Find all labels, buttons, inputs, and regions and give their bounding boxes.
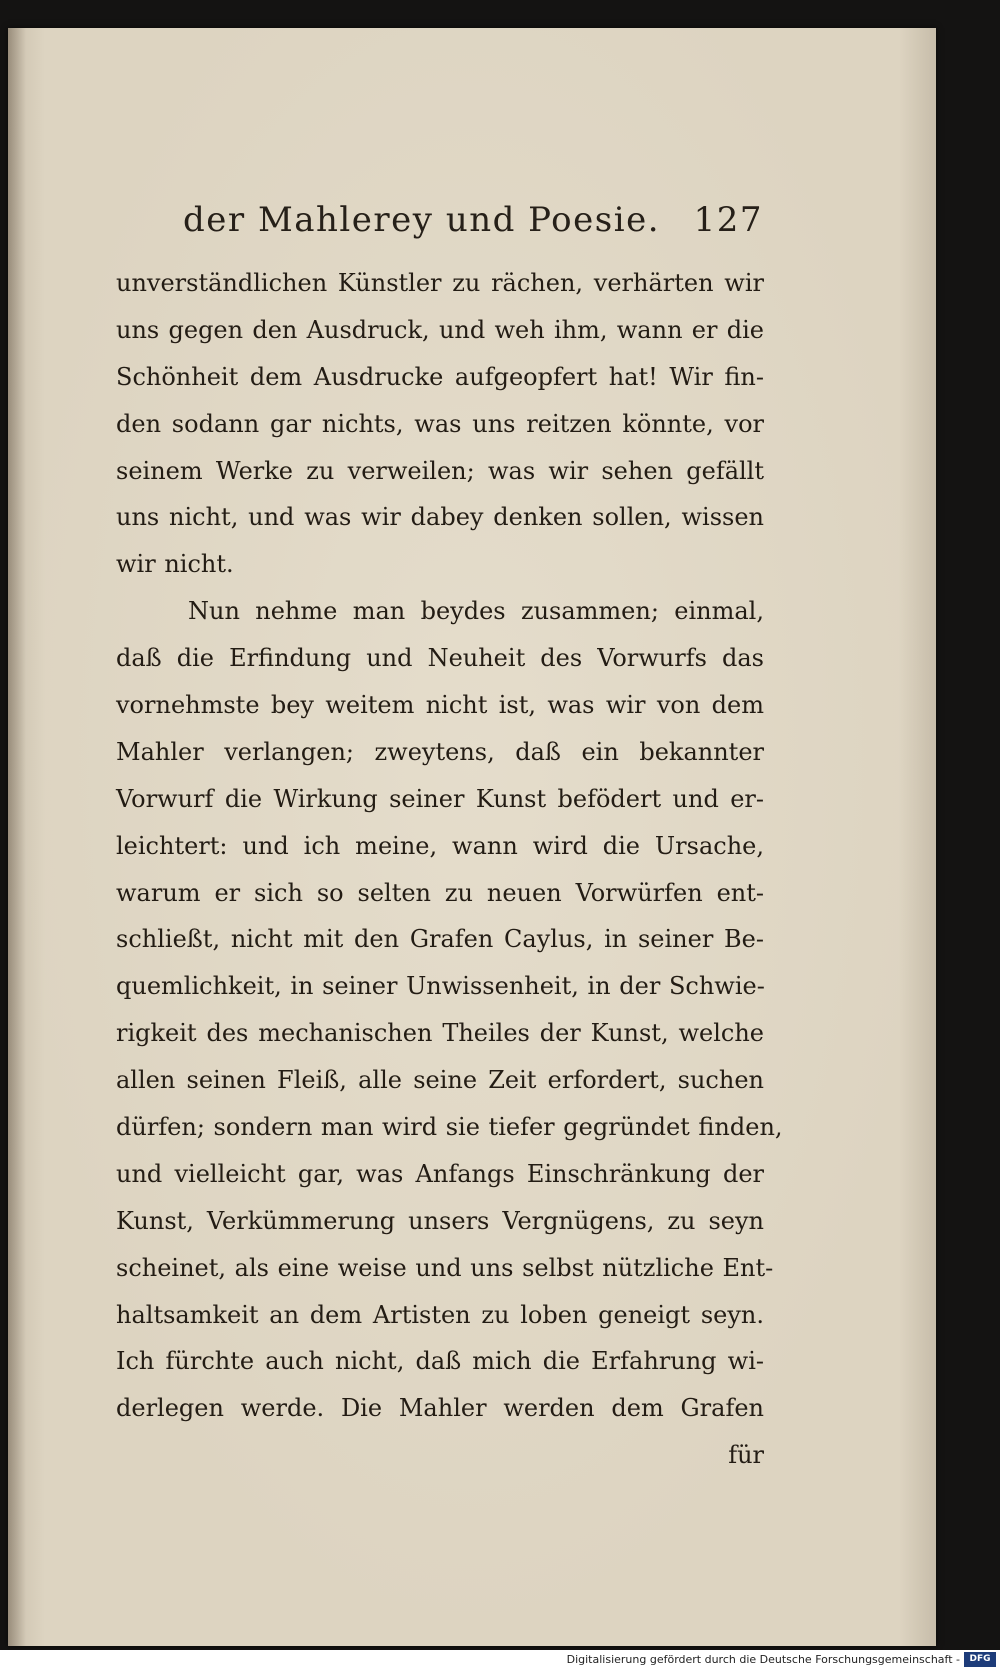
text-line: leichtert: und ich meine, wann wird die Ursache, xyxy=(116,831,764,860)
text-line: Kunst, Verkümmerung unsers Vergnügens, zu seyn xyxy=(116,1206,764,1235)
text-line: derlegen werde. Die Mahler werden dem Grafen xyxy=(116,1394,764,1423)
dfg-logo: DFG xyxy=(964,1652,996,1667)
catchword: für xyxy=(728,1441,764,1470)
text-line: rigkeit des mechanischen Theiles der Kunst, welche xyxy=(116,1019,764,1048)
footer-credit: Digitalisierung gefördert durch die Deutsche Forschungsgemeinschaft - xyxy=(566,1653,960,1666)
paragraph xyxy=(116,588,783,1432)
text-line: scheinet, als eine weise und uns selbst nützliche Ent- xyxy=(116,1253,774,1282)
running-title: der Mahlerey und Poesie. xyxy=(183,200,661,240)
page-number: 127 xyxy=(693,200,763,240)
catchword-row xyxy=(116,1432,764,1479)
text-line: unverständlichen Künstler zu rächen, verhärten wir xyxy=(116,269,764,297)
book-page xyxy=(8,28,936,1646)
text-line: daß die Erfindung und Neuheit des Vorwurfs das xyxy=(116,644,764,673)
paragraph xyxy=(116,260,764,588)
text-line: vornehmste bey weitem nicht ist, was wir von dem xyxy=(116,691,764,720)
text-line: und vielleicht gar, was Anfangs Einschränkung der xyxy=(116,1159,764,1188)
text-line: Schönheit dem Ausdrucke aufgeopfert hat! Wir fin- xyxy=(116,362,764,391)
text-line: wir nicht. xyxy=(116,550,234,579)
text-line: uns gegen den Ausdruck, und weh ihm, wann er die xyxy=(116,315,764,344)
text-line: Vorwurf die Wirkung seiner Kunst befödert und er- xyxy=(116,784,764,813)
text-line: quemlichkeit, in seiner Unwissenheit, in der Schwie- xyxy=(116,972,765,1001)
text-line: schließt, nicht mit den Grafen Caylus, in seiner Be- xyxy=(116,925,764,954)
text-line: Ich fürchte auch nicht, daß mich die Erfahrung wi- xyxy=(116,1347,764,1376)
spine-shadow xyxy=(8,28,26,1646)
body-text xyxy=(116,260,783,1479)
footer-bar xyxy=(0,1650,1000,1670)
running-head xyxy=(183,194,763,246)
text-line: seinem Werke zu verweilen; was wir sehen gefällt xyxy=(116,456,764,485)
text-line: uns nicht, und was wir dabey denken sollen, wissen xyxy=(116,503,764,532)
text-line: Mahler verlangen; zweytens, daß ein bekannter xyxy=(116,737,764,766)
text-line: warum er sich so selten zu neuen Vorwürfen ent- xyxy=(116,878,764,907)
paragraphs xyxy=(116,260,783,1432)
text-line: allen seinen Fleiß, alle seine Zeit erfordert, suchen xyxy=(116,1066,764,1095)
text-line: dürfen; sondern man wird sie tiefer gegründet finden, xyxy=(116,1113,783,1142)
text-line: den sodann gar nichts, was uns reitzen könnte, vor xyxy=(116,409,764,438)
text-line: Nun nehme man beydes zusammen; einmal, xyxy=(188,597,764,626)
text-line: haltsamkeit an dem Artisten zu loben geneigt seyn. xyxy=(116,1300,764,1329)
